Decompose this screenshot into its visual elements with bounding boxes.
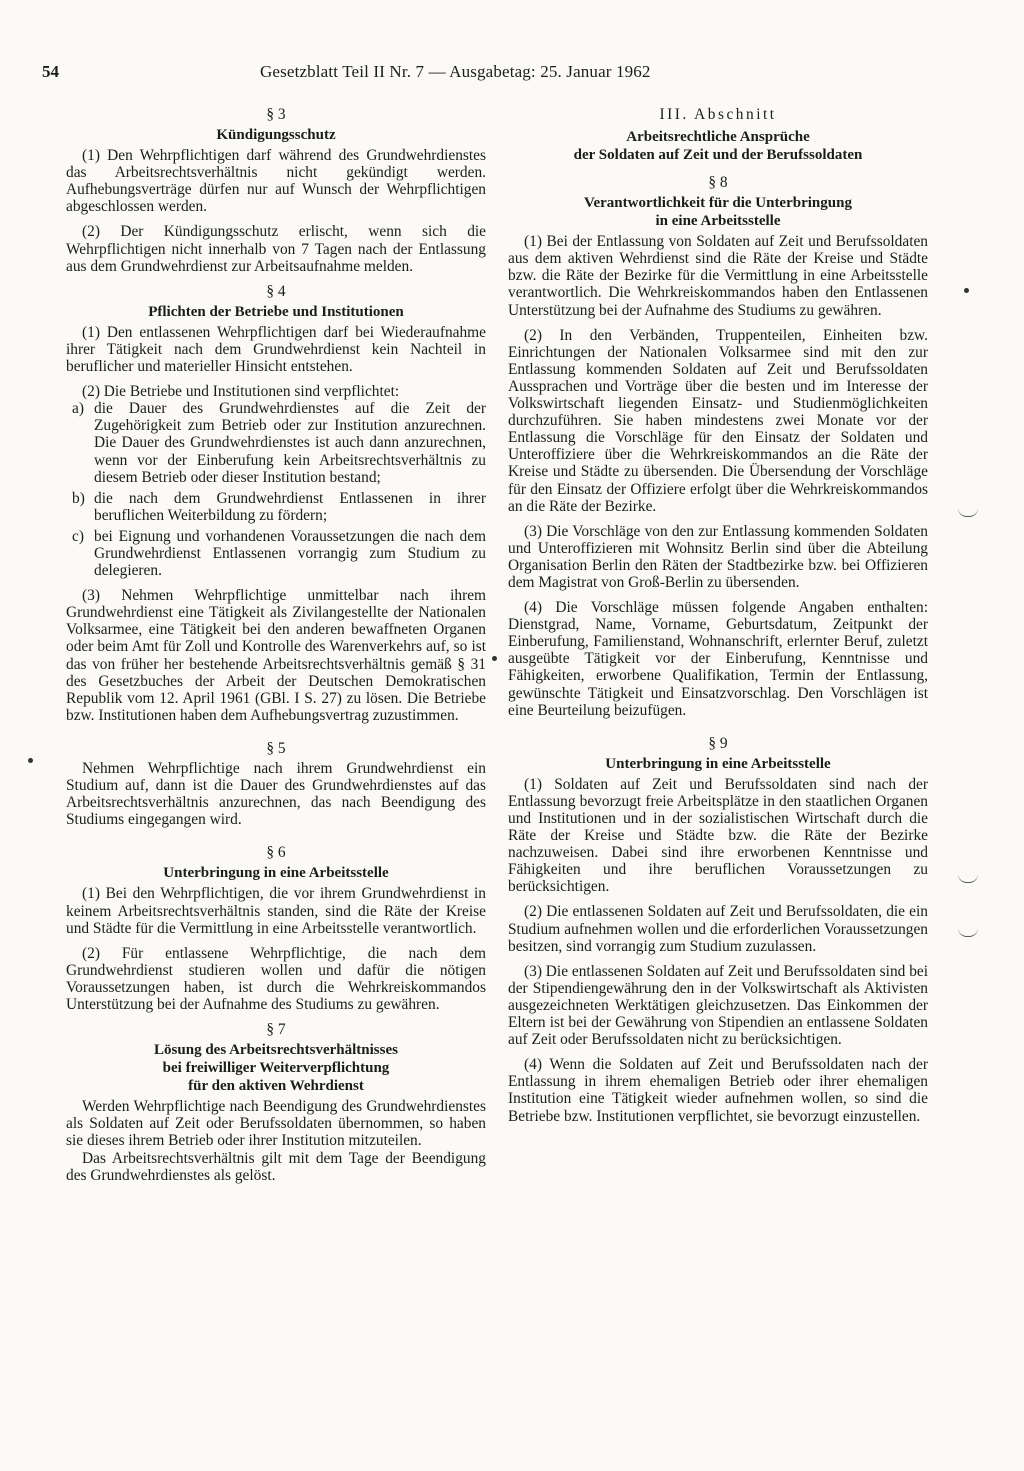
list-item-label: c): [72, 527, 84, 545]
section-4-paragraph-1: (1) Den entlassenen Wehrpflichtigen darf bei Wiederaufnahme ihrer Tätigkeit nach dem Grundwehrdienst kein Nachteil in beruflicher und materieller Hinsicht entstehen.: [66, 323, 486, 376]
section-7-paragraph-2: Das Arbeitsrechtsverhältnis gilt mit dem Tage der Beendigung des Grundwehrdienstes als gelöst.: [66, 1149, 486, 1184]
scan-arc-mark: [958, 874, 978, 883]
list-item: [66, 490, 486, 524]
section-8-paragraph-2: (2) In den Verbänden, Truppenteilen, Einheiten bzw. Einrichtungen der Nationalen Volksarmee sind mit den zur Entlassung kommenden Soldaten auf Zeit und Berufssoldaten Aussprachen und Vorträge über die besten und im Interesse der Volkswirtschaft liegenden Einsatz- und Studienmöglichkeiten durchzuführen. Sie haben mindestens zwei Monate vor der Entlassung die Vorschläge für den Einsatz der Soldaten und Unteroffiziere über die Wehrkreiskommandos an die Räte der Kreise und Städte zu übersenden. Die Übersendung der Vorschläge für den Einsatz der Offiziere erfolgt über die Wehrkreiskommandos an die Räte der Bezirke.: [508, 326, 928, 515]
list-item: [66, 400, 486, 485]
list-item: [66, 528, 486, 579]
section-4-number: § 4: [266, 282, 286, 300]
scan-dot-mark: [28, 758, 33, 763]
section-8-title-line-2: in eine Arbeitsstelle: [655, 213, 781, 230]
section-8-paragraph-4: (4) Die Vorschläge müssen folgende Angaben enthalten: Dienstgrad, Name, Vorname, Geburtsdatum, Zeitpunkt der Einberufung, Familienstand, Wohnanschrift, erlernter Beruf, zuletzt ausgeübte Tätigkeit vor der Einberufung, Kenntnisse und Fähigkeiten, erworbene Qualifikation, Termin der Entlassung, gewünschte Tätigkeit und Einsatzvorschlag. Den Vorschlägen ist eine Beurteilung beizufügen.: [508, 599, 928, 719]
section-7-title-line-3: für den aktiven Wehrdienst: [188, 1078, 364, 1095]
list-item-label: a): [72, 400, 84, 418]
section-8-number: § 8: [708, 174, 728, 192]
section-3-paragraph-1: (1) Den Wehrpflichtigen darf während des Grundwehrdienstes das Arbeitsrechtsverhältnis nicht gekündigt werden. Aufhebungsverträge dürfen nur auf Wunsch der Wehrpflichtigen abgeschlossen werden.: [66, 147, 486, 216]
section-7-title-line-2: bei freiwilliger Weiterverpflichtung: [162, 1060, 390, 1077]
section-4-title: Pflichten der Betriebe und Institutionen: [148, 303, 404, 320]
section-6-paragraph-1: (1) Bei den Wehrpflichtigen, die vor ihrem Grundwehrdienst in keinem Arbeitsrechtsverhältnis standen, sind die Räte der Kreise und Städte für die Vermittlung in eine Arbeitsstelle verantwortlich.: [66, 885, 486, 937]
section-7-paragraph-1: Werden Wehrpflichtige nach Beendigung des Grundwehrdienstes als Soldaten auf Zeit oder Berufssoldaten übernommen, so haben sie dieses ihrem Betrieb oder ihrer Institution mitzuteilen.: [66, 1098, 486, 1150]
section-9-paragraph-2: (2) Die entlassenen Soldaten auf Zeit und Berufssoldaten, die ein Studium aufnehmen wollen und die erforderlichen Voraussetzungen besitzen, sind vorrangig zum Studium zuzulassen.: [508, 903, 928, 955]
section-8-title-line-1: Verantwortlichkeit für die Unterbringung: [584, 195, 852, 212]
section-3-title: Kündigungsschutz: [216, 127, 336, 144]
section-9-title: Unterbringung in eine Arbeitsstelle: [605, 755, 831, 772]
section-9-paragraph-3: (3) Die entlassenen Soldaten auf Zeit und Berufssoldaten sind bei der Stipendiengewährung den in der Volkswirtschaft als Aktivisten ausgezeichneten Werktätigen gleichzusetzen. Das Einkommen der Eltern ist bei der Gewährung von Stipendien an entlassene Soldaten auf Zeit oder Berufssoldaten nicht zu berücksichtigen.: [508, 962, 928, 1049]
section-3-number: § 3: [266, 106, 286, 123]
abschnitt-heading: III. Abschnitt: [659, 106, 777, 123]
list-item-text: die Dauer des Grundwehrdienstes auf die Zeit der Zugehörigkeit zum Betrieb oder zur Institution anzurechnen. Die Dauer des Grundwehrdienstes ist auch dann anzurechnen, wenn vor der Einberufung kein Arbeitsrechtsverhältnis zu diesem Betrieb oder dieser Institution bestand;: [94, 400, 486, 486]
section-5-number: § 5: [266, 739, 286, 757]
section-9-paragraph-1: (1) Soldaten auf Zeit und Berufssoldaten sind nach der Entlassung bevorzugt freie Arbeitsplätze in den staatlichen Organen und Institutionen und in der sozialistischen Wirtschaft durch die Räte der Kreise und Städte bzw. die Räte der Bezirke nachzuweisen. Dabei sind ihre erworbenen Kenntnisse und Fähigkeiten und ihre beruflichen Voraussetzungen zu berücksichtigen.: [508, 775, 928, 896]
section-7-number: § 7: [266, 1021, 286, 1039]
section-5-paragraph-1: Nehmen Wehrpflichtige nach ihrem Grundwehrdienst ein Studium auf, dann ist die Dauer des Grundwehrdienstes auf das Arbeitsrechtsverhältnis anzurechnen, das nach Beendigung des Studiums eingegangen wird.: [66, 760, 486, 829]
left-column: [66, 106, 486, 1192]
section-9-paragraph-4: (4) Wenn die Soldaten auf Zeit und Berufssoldaten nach der Entlassung in ihrem ehemaligen Betrieb oder ihrer ehemaligen Institution eine Tätigkeit wieder aufnehmen wollen, so sind die Betriebe bzw. Institutionen verpflichtet, sie bevorzugt einzustellen.: [508, 1056, 928, 1125]
list-item-label: b): [72, 489, 85, 507]
section-3-paragraph-2: (2) Der Kündigungsschutz erlischt, wenn sich die Wehrpflichtigen nicht innerhalb von 7 Tagen nach der Entlassung aus dem Grundwehrdienst zur Arbeitsaufnahme melden.: [66, 223, 486, 275]
section-9-number: § 9: [708, 734, 728, 752]
section-6-number: § 6: [266, 844, 286, 862]
scan-dot-mark: [492, 656, 497, 661]
scan-arc-mark: [958, 508, 978, 517]
page-header: [42, 62, 732, 86]
section-4-paragraph-3: (3) Nehmen Wehrpflichtige unmittelbar nach ihrem Grundwehrdienst eine Tätigkeit als Zivilangestellte der Nationalen Volksarmee, eine Tätigkeit bei den anderen bewaffneten Organen oder beim Amt für Zoll und Kontrolle des Warenverkehrs auf, so ist das von früher her bestehende Arbeitsrechtsverhältnis gemäß § 31 des Gesetzbuches der Arbeit der Deutschen Demokratischen Republik vom 12. April 1961 (GBl. I S. 27) zu lösen. Die Betriebe bzw. Institutionen haben dem Aufhebungsvertrag zuzustimmen.: [66, 587, 486, 724]
abschnitt-title-line-1: Arbeitsrechtliche Ansprüche: [626, 129, 810, 146]
scan-dot-mark: [964, 288, 969, 293]
abschnitt-title-line-2: der Soldaten auf Zeit und der Berufssoldaten: [573, 147, 863, 164]
section-6-paragraph-2: (2) Für entlassene Wehrpflichtige, die nach dem Grundwehrdienst studieren wollen und dafür die nötigen Voraussetzungen haben, ist durch die Wehrkreiskommandos Unterstützung bei der Aufnahme des Studiums zu gewähren.: [66, 944, 486, 1014]
running-head: Gesetzblatt Teil II Nr. 7 — Ausgabetag: 25. Januar 1962: [260, 62, 651, 81]
right-column: [508, 106, 928, 1133]
list-item-text: bei Eignung und vorhandenen Voraussetzungen die nach dem Grundwehrdienst Entlassenen vorrangig zum Studium zu delegieren.: [94, 527, 486, 580]
section-8-paragraph-1: (1) Bei der Entlassung von Soldaten auf Zeit und Berufssoldaten aus dem aktiven Wehrdienst sind die Räte der Kreise und Städte bzw. die Räte der Bezirke für die Vermittlung in eine Arbeitsstelle verantwortlich. Die Wehrkreiskommandos haben den Entlassenen Unterstützung bei der Aufnahme des Studiums zu gewähren.: [508, 233, 928, 319]
list-item-text: die nach dem Grundwehrdienst Entlassenen in ihrer beruflichen Weiterbildung zu fördern;: [94, 489, 486, 524]
section-4-paragraph-2-intro: (2) Die Betriebe und Institutionen sind verpflichtet:: [82, 383, 400, 401]
section-6-title: Unterbringung in eine Arbeitsstelle: [163, 865, 389, 882]
scan-arc-mark: [958, 928, 978, 937]
page-number: 54: [42, 62, 59, 81]
section-8-paragraph-3: (3) Die Vorschläge von den zur Entlassung kommenden Soldaten und Unteroffizieren mit Wohnsitz Berlin sind über die Abteilung Organisation Berlin den Räten der Stadtbezirke bzw. bei Offizieren dem Magistrat von Groß-Berlin zu übersenden.: [508, 522, 928, 591]
section-7-title-line-1: Lösung des Arbeitsrechtsverhältnisses: [154, 1042, 398, 1059]
